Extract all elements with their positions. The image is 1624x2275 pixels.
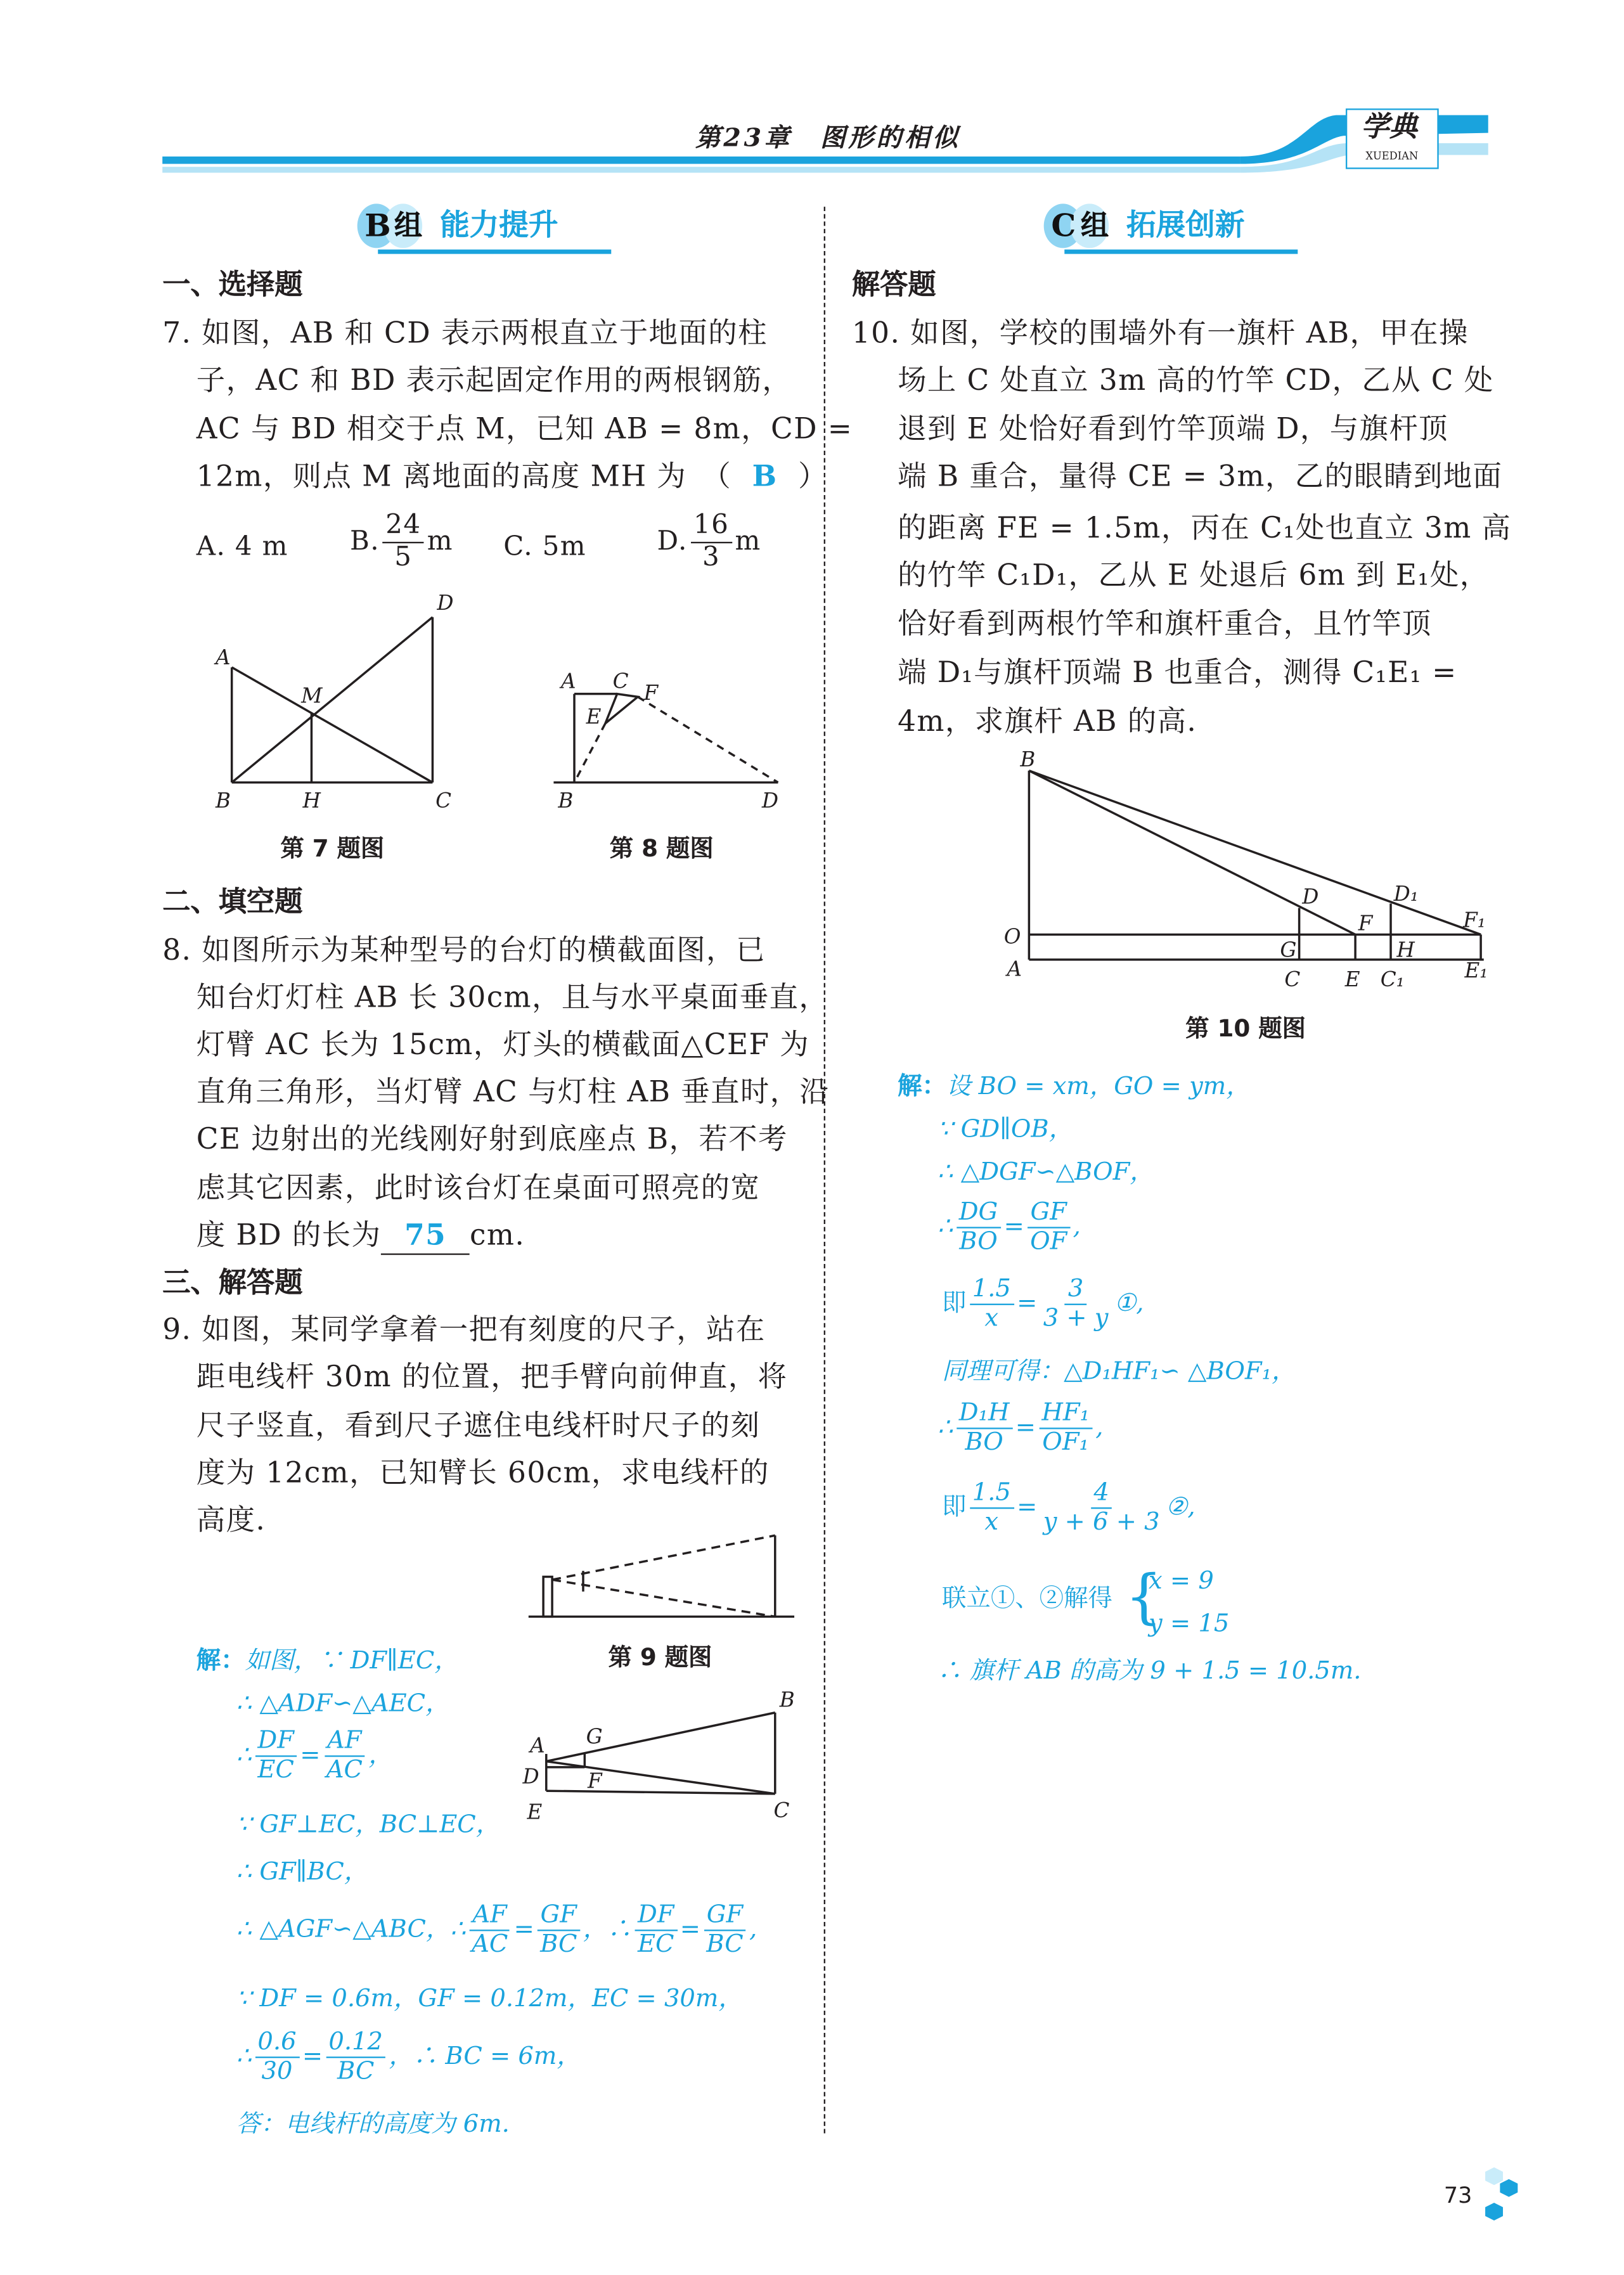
frac-den: BC	[337, 2056, 375, 2085]
q7-paren: ）	[798, 459, 828, 493]
q7-answer: B	[752, 459, 778, 493]
fig10-label-h: H	[1396, 938, 1415, 962]
fraction	[704, 1902, 747, 1959]
fig7-label-a: A	[216, 645, 231, 670]
q9-line: 度为 12cm，已知臂长 60cm，求电线杆的	[196, 1455, 770, 1490]
section-heading-solve: 解答题	[851, 268, 936, 302]
fraction	[537, 1902, 580, 1959]
fig8-caption: 第 8 题图	[609, 834, 714, 863]
frac-num: GF	[1028, 1199, 1070, 1228]
sol-text: 联立①、②解得	[941, 1584, 1112, 1613]
sol9-text: 如图，∵ DF∥EC，	[245, 1646, 459, 1675]
fig8-label-f: F	[643, 680, 659, 705]
frac-den: 5	[394, 541, 413, 572]
fig7-label-b: B	[216, 789, 231, 813]
sol-text: ∴ △AGF∽△ABC，∴	[236, 1914, 466, 1943]
fig10-label-d1: D₁	[1393, 881, 1419, 906]
sol9-label-a: A	[530, 1733, 545, 1758]
q10-line: 场上 C 处直立 3m 高的竹竿 CD，乙从 C 处	[898, 363, 1494, 397]
frac-num: GF	[704, 1902, 746, 1931]
sol9-answer: 答：电线杆的高度为 6m.	[236, 2110, 510, 2138]
frac-den: 3	[702, 541, 721, 572]
fig10-label-e1: E₁	[1464, 958, 1488, 983]
sol9-line: ∵ GF⊥EC，BC⊥EC，	[236, 1810, 501, 1838]
sol10-line	[898, 1071, 1251, 1102]
frac-num: 3	[1065, 1275, 1086, 1305]
frac-den: 3 + y	[1043, 1303, 1109, 1332]
fraction	[323, 1727, 365, 1785]
sol10-line: ∴ $\frac{\text{D₁H}}{BO}$ = $\frac{\text{HF₁}}{\text{OF₁}}$ ,	[938, 1400, 1103, 1457]
frac-num: DG	[956, 1199, 1001, 1228]
fig10-label-f1: F₁	[1463, 908, 1486, 932]
frac-num: 0.6	[255, 2028, 299, 2058]
sol9-label-e: E	[527, 1800, 543, 1824]
frac-num: 24	[383, 511, 424, 543]
q7-line-text: 12m，则点 M 离地面的高度 MH 为 （	[196, 459, 732, 493]
sol10-line: 同理可得：△D₁HF₁∽ △BOF₁，	[941, 1357, 1296, 1385]
fig7-label-c: C	[435, 789, 452, 813]
fig10-label-a: A	[1007, 957, 1022, 981]
fig10-label-b: B	[1020, 747, 1036, 771]
frac-num: 16	[690, 511, 731, 543]
q8-line: 虑其它因素，此时该台灯在桌面可照亮的宽	[196, 1170, 761, 1205]
q10-line: 的竹竿 C₁D₁，乙从 E 处退后 6m 到 E₁处，	[898, 558, 1490, 592]
fraction	[956, 1400, 1012, 1457]
fig8-label-a: A	[561, 669, 576, 693]
brace-icon: {	[1125, 1563, 1163, 1632]
sol9-label-c: C	[773, 1798, 790, 1823]
fig8-label-e: E	[586, 704, 602, 729]
q10-line: 4m，求旗杆 AB 的高.	[898, 704, 1197, 738]
sol-text: ，∴ BC = 6m，	[389, 2042, 581, 2070]
frac-den: OF	[1030, 1227, 1067, 1255]
sol-punct: ，	[368, 1740, 393, 1769]
q8-answer: 75	[381, 1216, 470, 1255]
fraction	[1040, 1479, 1163, 1537]
fig10-label-o: O	[1003, 924, 1021, 949]
fig10-caption: 第 10 题图	[1185, 1014, 1306, 1043]
frac-num: 1.5	[969, 1275, 1014, 1305]
fig8-label-b: B	[558, 789, 574, 813]
sol-text: ，∴	[583, 1914, 632, 1943]
option-b-prefix: B.	[349, 525, 380, 557]
sol9-line	[197, 1645, 459, 1676]
q8-line: CE 边射出的光线刚好射到底座点 B，若不考	[196, 1122, 788, 1156]
frac-num: 4	[1091, 1479, 1112, 1509]
frac-num: 1.5	[969, 1479, 1014, 1509]
chapter-title: 第23章 图形的相似	[695, 124, 961, 154]
q8-line: 8. 如图所示为某种型号的台灯的横截面图，已	[162, 932, 766, 967]
option-a: A. 4 m	[196, 531, 288, 563]
badge-zu: 组	[394, 209, 423, 242]
q8-line: 直角三角形，当灯臂 AC 与灯柱 AB 垂直时，沿	[196, 1074, 830, 1109]
sol9-label-b: B	[779, 1687, 795, 1712]
q8-line: 灯臂 AC 长为 15cm，灯头的横截面△CEF 为	[196, 1028, 810, 1062]
solution-x: x = 9	[1149, 1566, 1214, 1595]
badge-zu: 组	[1080, 209, 1109, 242]
frac-den: BC	[540, 1930, 577, 1958]
sol9-label-f: F	[587, 1769, 602, 1793]
frac-den: x	[984, 1303, 999, 1332]
fig10-label-d: D	[1302, 884, 1319, 909]
logo-text: 学典	[1361, 110, 1417, 143]
section-heading-choice: 一、选择题	[162, 268, 303, 302]
sol10-text: 设 BO = xm，GO = ym，	[946, 1071, 1251, 1100]
sol10-line: 即 $\frac{1.5}{x}$ = $\frac{4}{y + 6 + 3}$ ②,	[942, 1479, 1195, 1537]
q7-line: 7. 如图，AB 和 CD 表示两根直立于地面的柱	[162, 316, 768, 350]
q9-line: 高度.	[196, 1503, 266, 1537]
page-number: 73	[1443, 2182, 1473, 2209]
fraction	[468, 1902, 510, 1959]
fraction	[969, 1479, 1014, 1537]
frac-num: AF	[324, 1727, 364, 1757]
solution-label: 解：	[196, 1646, 245, 1675]
q10-line: 10. 如图，学校的围墙外有一旗杆 AB，甲在操	[851, 316, 1469, 350]
fig10-label-c1: C₁	[1380, 967, 1405, 991]
fraction	[956, 1199, 1001, 1256]
q10-line: 端 B 重合，量得 CE = 3m，乙的眼睛到地面	[898, 459, 1503, 493]
equation-mark: ①	[1114, 1289, 1137, 1317]
equals: =	[300, 1740, 321, 1769]
option-c: C. 5m	[503, 531, 586, 563]
frac-den: y + 6 + 3	[1043, 1507, 1160, 1536]
group-title: 能力提升	[440, 207, 558, 242]
q9-line: 距电线杆 30m 的位置，把手臂向前伸直，将	[196, 1360, 788, 1394]
solution-y: y = 15	[1149, 1609, 1230, 1637]
fraction	[1027, 1199, 1070, 1256]
frac-den: EC	[637, 1930, 674, 1958]
option-d-prefix: D.	[657, 525, 688, 557]
sol9-label-d: D	[522, 1764, 539, 1789]
sol10-line: ∴ △DGF∽△BOF，	[937, 1157, 1154, 1186]
sol-text: 即	[941, 1289, 967, 1317]
frac-num: D₁H	[956, 1400, 1012, 1429]
fig8-label-d: D	[761, 789, 778, 813]
q10-line: 端 D₁与旗杆顶端 B 也重合，测得 C₁E₁ =	[898, 655, 1457, 690]
q8-line-text: 度 BD 的长为	[196, 1218, 382, 1253]
section-heading-fill: 二、填空题	[162, 886, 303, 918]
q10-line: 退到 E 处恰好看到竹竿顶端 D，与旗杆顶	[898, 411, 1449, 446]
fraction	[255, 2028, 299, 2086]
sol10-line: ∵ GD∥OB，	[937, 1114, 1074, 1143]
fig10-label-f: F	[1358, 911, 1373, 936]
group-title: 拓展创新	[1126, 207, 1245, 242]
sol9-line: ∴ △ADF∽△AEC，	[236, 1689, 450, 1717]
option-b-unit: m	[427, 525, 453, 557]
fig10-label-e: E	[1344, 967, 1360, 991]
q8-line: 知台灯灯柱 AB 长 30cm，且与水平桌面垂直，	[196, 980, 829, 1015]
fraction	[969, 1275, 1014, 1333]
fig10-label-c: C	[1284, 967, 1301, 991]
fig8-label-c: C	[612, 669, 629, 693]
frac-num: HF₁	[1039, 1400, 1093, 1429]
fraction	[1040, 1275, 1111, 1333]
frac-num: AF	[470, 1902, 510, 1931]
fig7-label-m: M	[301, 683, 323, 708]
badge-letter: C	[1051, 207, 1076, 244]
option-d-unit: m	[735, 525, 761, 557]
sol9-line: ∵ DF = 0.6m，GF = 0.12m，EC = 30m，	[236, 1984, 743, 2013]
sol9-line	[236, 1727, 393, 1785]
solution-9-figure	[546, 1713, 775, 1794]
fraction	[326, 2028, 386, 2086]
sol10-line: ∴ $\frac{DG}{BO}$ = $\frac{GF}{OF}$ ,	[938, 1199, 1081, 1256]
solution-label: 解：	[898, 1071, 946, 1100]
frac-den: OF₁	[1042, 1428, 1089, 1456]
frac-den: x	[984, 1507, 999, 1536]
fig9-caption: 第 9 题图	[608, 1643, 712, 1672]
sol-symbol: ∴	[236, 1740, 252, 1769]
frac-den: BO	[959, 1227, 998, 1255]
equation-mark: ②	[1165, 1492, 1188, 1521]
frac-den: EC	[257, 1755, 294, 1784]
fraction	[635, 1902, 677, 1959]
frac-den: AC	[326, 1755, 363, 1784]
frac-num: DF	[255, 1727, 297, 1757]
fig7-label-h: H	[302, 789, 321, 813]
sol9-line: ∴ △AGF∽△ABC，∴ $\frac{AF}{AC}$ = $\frac{GF}{BC}$ ，∴ $\frac{DF}{EC}$ = $\frac{GF}{BC}$ ,	[236, 1902, 757, 1959]
frac-num: GF	[538, 1902, 580, 1931]
frac-den: 30	[261, 2056, 293, 2085]
frac-num: DF	[635, 1902, 677, 1931]
q8-unit: cm.	[470, 1218, 525, 1253]
frac-num: 0.12	[326, 2028, 386, 2058]
sol9-label-g: G	[586, 1724, 603, 1749]
logo-subtext: XUEDIAN	[1365, 150, 1419, 163]
q10-line: 的距离 FE = 1.5m，丙在 C₁处也直立 3m 高	[898, 510, 1512, 545]
fig7-label-d: D	[437, 590, 454, 615]
frac-den: BC	[706, 1930, 744, 1958]
fig10-label-g: G	[1280, 938, 1297, 962]
sol-text: 即	[941, 1492, 967, 1521]
sol9-line: ∴ $\frac{0.6}{30}$ = $\frac{0.12}{BC}$ ，∴ BC = 6m，	[236, 2028, 581, 2086]
sol10-conclusion: ∴ 旗杆 AB 的高为 9 + 1.5 = 10.5m.	[937, 1656, 1362, 1685]
sol-symbol: ∴	[937, 1412, 953, 1441]
q9-line: 9. 如图，某同学拿着一把有刻度的尺子，站在	[162, 1312, 766, 1347]
badge-letter: B	[364, 207, 391, 244]
fraction	[1039, 1400, 1093, 1457]
fig7-caption: 第 7 题图	[280, 834, 385, 863]
section-heading-solve: 三、解答题	[162, 1266, 303, 1299]
sol10-line: 即 $\frac{1.5}{x}$ = $\frac{3}{3 + y}$ ①,	[942, 1275, 1144, 1333]
figure-10	[0, 0, 1624, 1004]
frac-den: AC	[472, 1930, 508, 1958]
sol-symbol: ∴	[937, 1212, 953, 1241]
fraction	[255, 1727, 297, 1785]
frac-den: BO	[965, 1428, 1003, 1456]
hexagon-decoration-icon	[1464, 2164, 1523, 2223]
q7-line: 子，AC 和 BD 表示起固定作用的两根钢筋，	[196, 363, 792, 397]
q10-line: 恰好看到两根竹竿和旗杆重合，且竹竿顶	[898, 607, 1432, 641]
q7-line: AC 与 BD 相交于点 M，已知 AB = 8m，CD =	[196, 411, 853, 446]
sol-symbol: ∴	[236, 2042, 252, 2070]
q9-line: 尺子竖直，看到尺子遮住电线杆时尺子的刻	[196, 1408, 761, 1443]
sol9-line: ∴ GF∥BC，	[236, 1857, 369, 1886]
